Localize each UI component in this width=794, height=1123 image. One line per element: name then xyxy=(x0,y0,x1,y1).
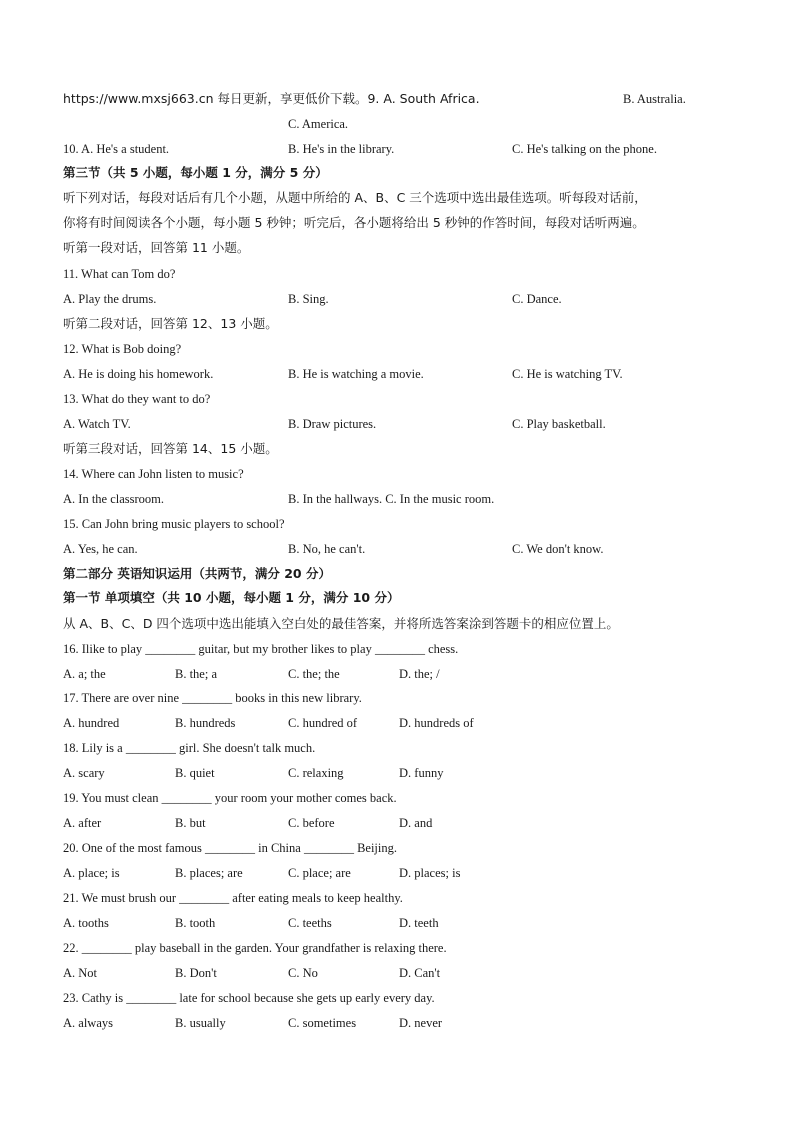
q10-option-a: 10. A. He's a student. xyxy=(63,142,170,156)
q16-question: 16. Ilike to play ________ guitar, but my brother likes to play ________ chess. xyxy=(63,642,459,656)
dialog1-heading: 听第一段对话，回答第 11 小题。 xyxy=(63,240,250,255)
q21-option-b: B. tooth xyxy=(175,916,216,930)
q19-option-d: D. and xyxy=(399,816,433,830)
q17-option-c: C. hundred of xyxy=(288,716,358,730)
q12-option-b: B. He is watching a movie. xyxy=(288,367,424,381)
q12-question: 12. What is Bob doing? xyxy=(63,342,182,356)
section3-instruction-1: 听下列对话，每段对话后有几个小题，从题中所给的 A、B、C 三个选项中选出最佳选项。听每段对话前， xyxy=(63,190,647,205)
q23-question: 23. Cathy is ________ late for school because she gets up early every day. xyxy=(63,991,435,1005)
q13-question: 13. What do they want to do? xyxy=(63,392,211,406)
q12-option-a: A. He is doing his homework. xyxy=(63,367,214,381)
q16-option-d: D. the; / xyxy=(399,667,440,681)
q20-option-d: D. places; is xyxy=(399,866,461,880)
section3-instruction-2: 你将有时间阅读各个小题，每小题 5 秒钟；听完后，各小题将给出 5 秒钟的作答时间，每段对话听两遍。 xyxy=(63,215,645,230)
q23-option-b: B. usually xyxy=(175,1016,226,1030)
q23-option-a: A. always xyxy=(63,1016,113,1030)
q21-option-a: A. tooths xyxy=(63,916,109,930)
q20-question: 20. One of the most famous ________ in China ________ Beijing. xyxy=(63,841,398,855)
q22-option-c: C. No xyxy=(288,966,318,980)
part2-section1-title: 第一节 单项填空（共 10 小题，每小题 1 分，满分 10 分） xyxy=(63,590,400,605)
header-url-line: https://www.mxsj663.cn 每日更新，享更低价下载。9. A. South Africa. xyxy=(63,91,480,106)
q14-option-bc: B. In the hallways. C. In the music room. xyxy=(288,492,495,506)
q14-question: 14. Where can John listen to music? xyxy=(63,467,244,481)
q11-option-b: B. Sing. xyxy=(288,292,329,306)
q17-option-d: D. hundreds of xyxy=(399,716,474,730)
q18-question: 18. Lily is a ________ girl. She doesn't talk much. xyxy=(63,741,316,755)
q9-option-b: B. Australia. xyxy=(623,92,686,106)
q11-option-a: A. Play the drums. xyxy=(63,292,157,306)
q19-option-a: A. after xyxy=(63,816,102,830)
q13-option-c: C. Play basketball. xyxy=(512,417,606,431)
q16-option-c: C. the; the xyxy=(288,667,340,681)
q19-option-b: B. but xyxy=(175,816,206,830)
q18-option-d: D. funny xyxy=(399,766,444,780)
q22-option-b: B. Don't xyxy=(175,966,217,980)
q19-option-c: C. before xyxy=(288,816,335,830)
q20-option-b: B. places; are xyxy=(175,866,243,880)
q21-option-c: C. teeths xyxy=(288,916,332,930)
q17-option-b: B. hundreds xyxy=(175,716,236,730)
q18-option-a: A. scary xyxy=(63,766,105,780)
q11-option-c: C. Dance. xyxy=(512,292,562,306)
q15-option-a: A. Yes, he can. xyxy=(63,542,138,556)
q17-question: 17. There are over nine ________ books in this new library. xyxy=(63,691,362,705)
q10-option-c: C. He's talking on the phone. xyxy=(512,142,657,156)
q20-option-c: C. place; are xyxy=(288,866,351,880)
q22-option-a: A. Not xyxy=(63,966,98,980)
part2-instruction: 从 A、B、C、D 四个选项中选出能填入空白处的最佳答案，并将所选答案涂到答题卡的相应位置上。 xyxy=(63,616,619,631)
dialog2-heading: 听第二段对话，回答第 12、13 小题。 xyxy=(63,316,278,331)
q13-option-b: B. Draw pictures. xyxy=(288,417,377,431)
q16-option-b: B. the; a xyxy=(175,667,218,681)
q23-option-c: C. sometimes xyxy=(288,1016,357,1030)
q22-question: 22. ________ play baseball in the garden. Your grandfather is relaxing there. xyxy=(63,941,447,955)
q10-option-b: B. He's in the library. xyxy=(288,142,395,156)
q21-question: 21. We must brush our ________ after eating meals to keep healthy. xyxy=(63,891,403,905)
q19-question: 19. You must clean ________ your room your mother comes back. xyxy=(63,791,397,805)
q21-option-d: D. teeth xyxy=(399,916,439,930)
q22-option-d: D. Can't xyxy=(399,966,441,980)
section3-title: 第三节（共 5 小题，每小题 1 分，满分 5 分） xyxy=(63,165,328,180)
q11-question: 11. What can Tom do? xyxy=(63,267,176,281)
dialog3-heading: 听第三段对话，回答第 14、15 小题。 xyxy=(63,441,278,456)
q14-option-a: A. In the classroom. xyxy=(63,492,165,506)
q9-option-c: C. America. xyxy=(288,117,349,131)
q18-option-c: C. relaxing xyxy=(288,766,344,780)
q17-option-a: A. hundred xyxy=(63,716,120,730)
q15-option-b: B. No, he can't. xyxy=(288,542,366,556)
q12-option-c: C. He is watching TV. xyxy=(512,367,623,381)
q15-option-c: C. We don't know. xyxy=(512,542,604,556)
part2-title: 第二部分 英语知识运用（共两节，满分 20 分） xyxy=(63,566,331,581)
q18-option-b: B. quiet xyxy=(175,766,215,780)
q13-option-a: A. Watch TV. xyxy=(63,417,131,431)
q15-question: 15. Can John bring music players to school? xyxy=(63,517,285,531)
q16-option-a: A. a; the xyxy=(63,667,106,681)
q23-option-d: D. never xyxy=(399,1016,443,1030)
q20-option-a: A. place; is xyxy=(63,866,120,880)
